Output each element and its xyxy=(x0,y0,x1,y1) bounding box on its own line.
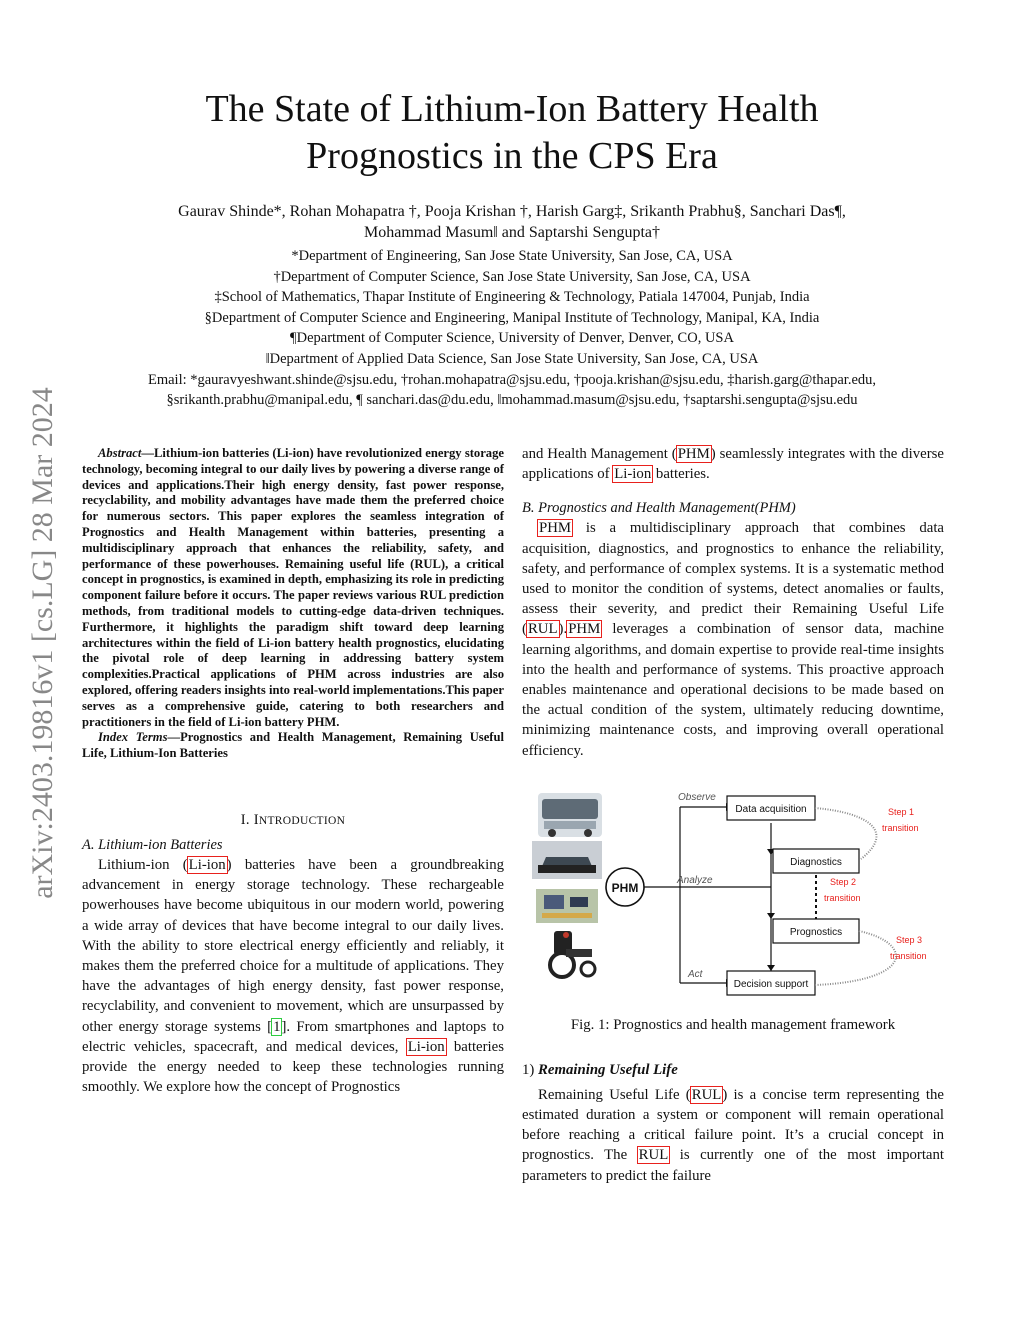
citation-link[interactable]: 1 xyxy=(273,1018,281,1035)
analyze-label: Analyze xyxy=(677,874,713,886)
affiliation-1: *Department of Engineering, San Jose State University, San Jose, CA, USA xyxy=(291,248,733,264)
subsubsection-heading-rul: 1) Remaining Useful Life xyxy=(522,1061,678,1078)
subsection-heading-a: A. Lithium-ion Batteries xyxy=(82,836,223,853)
paper-title xyxy=(120,86,904,180)
acronym-link-li-ion[interactable]: Li-ion xyxy=(407,1038,445,1055)
index-terms-text: —Prognostics and Health Management, Remaining Useful Life, Lithium-Ion Batteries xyxy=(82,730,504,761)
authors xyxy=(120,201,904,243)
affiliation-3: ‡School of Mathematics, Thapar Institute of Engineering & Technology, Patiala 147004, Punjab, India xyxy=(214,289,810,306)
rul-paragraph: Remaining Useful Life (RUL) is a concise term representing the estimated duration a system or component will remain operational before reaching a critical failure point. It’s a crucial concept in prognostics. The RUL is currently one of the most important parameters to predict the failure xyxy=(522,1086,945,1184)
arxiv-identifier: arXiv:2403.19816v1 [cs.LG] 28 Mar 2024 xyxy=(26,387,59,899)
step1-label: Step 1 xyxy=(888,806,915,817)
affiliations xyxy=(80,246,944,411)
acronym-link-phm[interactable]: PHM xyxy=(539,520,572,537)
diagnostics-label: Diagnostics xyxy=(790,856,842,868)
acronym-link-li-ion[interactable]: Li-ion xyxy=(614,466,652,483)
abstract-label: Abstract xyxy=(98,446,142,460)
index-terms xyxy=(82,730,504,762)
data-acquisition-label: Data acquisition xyxy=(735,803,807,815)
acronym-link-phm[interactable]: PHM xyxy=(677,446,710,462)
subsection-heading-b: B. Prognostics and Health Management(PHM) xyxy=(522,500,796,517)
application-images xyxy=(532,793,602,977)
emails-line-2: §srikanth.prabhu@manipal.edu, ¶ sanchari.das@du.edu, ‖mohammad.masum@sjsu.edu, †saptarshi.sengupta@sjsu.edu xyxy=(166,392,858,409)
left-column xyxy=(82,446,504,1097)
affiliation-6: ‖Department of Applied Data Science, San Jose State University, San Jose, CA, USA xyxy=(265,350,759,367)
abstract xyxy=(82,446,504,730)
abstract-text: —Lithium-ion batteries (Li-ion) have revolutionized energy storage technology, becoming integral to our daily lives by powering a diverse range of devices and applications.Their high energy density, fast power response, recyclability, and mobility advantages have made them the preferred choice for numerous sectors. This paper explores the seamless integration of Prognostics and Health Management within batteries, presenting a multidisciplinary approach that enhances the reliability, safety, and performance of these powerhouses. Remaining useful life (RUL), a critical concept in prognostics, is examined in depth, emphasizing its role in predicting component failure before it occurs. The paper reviews various RUL prediction methods, from traditional models to cutting-edge data-driven techniques. Furthermore, it highlights the paradigm shift toward deep learning architectures within the field of Li-ion battery health prognostics, elucidating the pivotal role of deep learning in addressing battery system complexities.Practical applications of PHM across industries are also explored, offering readers insights into real-world implementations.This paper serves as a comprehensive guide, catering to both researchers and practitioners in the field of Li-ion battery PHM. xyxy=(82,446,504,729)
section-heading-introduction: I. INTRODUCTION xyxy=(240,811,346,828)
authors-line-2: Mohammad Masum‖ and Saptarshi Sengupta† xyxy=(363,224,660,241)
phm-framework-diagram xyxy=(522,793,944,1003)
phm-paragraph: PHM is a multidisciplinary approach that combines data acquisition, diagnostics, and prognostics to enhance the reliability, safety, and performance of complex systems. It is a systematic method used to monitor the condition of systems, detect anomalies or faults, assess their severity, and predict their Remaining Useful Life (RUL).PHM leverages a combination of sensor data, machine learning algorithms, and domain expertise to provide real-time insights into the health and performance of systems. This proactive approach enables maintenance and operational decisions to be made based on the actual condition of the system, ultimately reducing downtime, minimizing maintenance costs, and improving overall operational efficiency. xyxy=(522,520,944,759)
acronym-link-phm[interactable]: PHM xyxy=(568,621,601,638)
wheelchair-image xyxy=(550,931,595,977)
emails-line-1: Email: *gauravyeshwant.shinde@sjsu.edu, †rohan.mohapatra@sjsu.edu, †pooja.krishan@sjsu.edu, ‡harish.garg@thapar.edu, xyxy=(147,371,877,388)
affiliation-2: †Department of Computer Science, San Jose State University, San Jose, CA, USA xyxy=(273,268,751,285)
acronym-link-rul[interactable]: RUL xyxy=(638,1147,669,1164)
acronym-link-li-ion[interactable]: Li-ion xyxy=(188,856,226,873)
step3-transition-label: transition xyxy=(890,950,927,961)
right-column xyxy=(522,444,944,1186)
prognostics-label: Prognostics xyxy=(789,926,843,938)
acronym-link-rul[interactable]: RUL xyxy=(691,1086,722,1103)
step2-transition-label: transition xyxy=(824,892,861,903)
acronym-link-rul[interactable]: RUL xyxy=(527,621,558,638)
decision-support-label: Decision support xyxy=(733,978,809,990)
figure-caption: Fig. 1: Prognostics and health management framework xyxy=(570,1016,896,1033)
act-label: Act xyxy=(688,968,703,980)
phm-node-label: PHM xyxy=(611,880,639,895)
observe-label: Observe xyxy=(678,792,716,803)
affiliation-4: §Department of Computer Science and Engineering, Manipal Institute of Technology, Manipal, KA, India xyxy=(204,309,820,326)
step3-label: Step 3 xyxy=(896,934,923,945)
index-terms-label: Index Terms xyxy=(98,730,168,745)
title-line-1: The State of Lithium-Ion Battery Health xyxy=(205,88,819,130)
authors-line-1: Gaurav Shinde*, Rohan Mohapatra †, Pooja Krishan †, Harish Garg‡, Srikanth Prabhu§, Sanchari Das¶, xyxy=(178,203,846,220)
phm-continuation-paragraph: and Health Management (PHM) seamlessly integrates with the diverse applications of Li-ion batteries. xyxy=(522,446,944,483)
step1-transition-label: transition xyxy=(882,822,919,833)
affiliation-5: ¶Department of Computer Science, University of Denver, Denver, CO, USA xyxy=(290,330,734,347)
figure-phm-framework xyxy=(522,793,944,1003)
step2-label: Step 2 xyxy=(830,876,857,887)
intro-paragraph: Lithium-ion (Li-ion) batteries have been a groundbreaking advancement in energy storage technology. These rechargeable powerhouses have become ubiquitous in our modern world, powering a wide array of devices that have become integral to our daily lives. With the ability to store electrical energy efficiently and reliably, it makes them the preferred choice for a multitude of applications. They have the advantages of high energy density, fast power response, recyclability, and convenient to movement, which are unsurpassed by other energy storage systems [1]. From smartphones and laptops to electric vehicles, spacecraft, and medical devices, Li-ion batteries provide the energy needed to keep these technologies running smoothly. We explore how the concept of Prognostics xyxy=(82,856,504,1096)
title-line-2: Prognostics in the CPS Era xyxy=(306,135,718,177)
